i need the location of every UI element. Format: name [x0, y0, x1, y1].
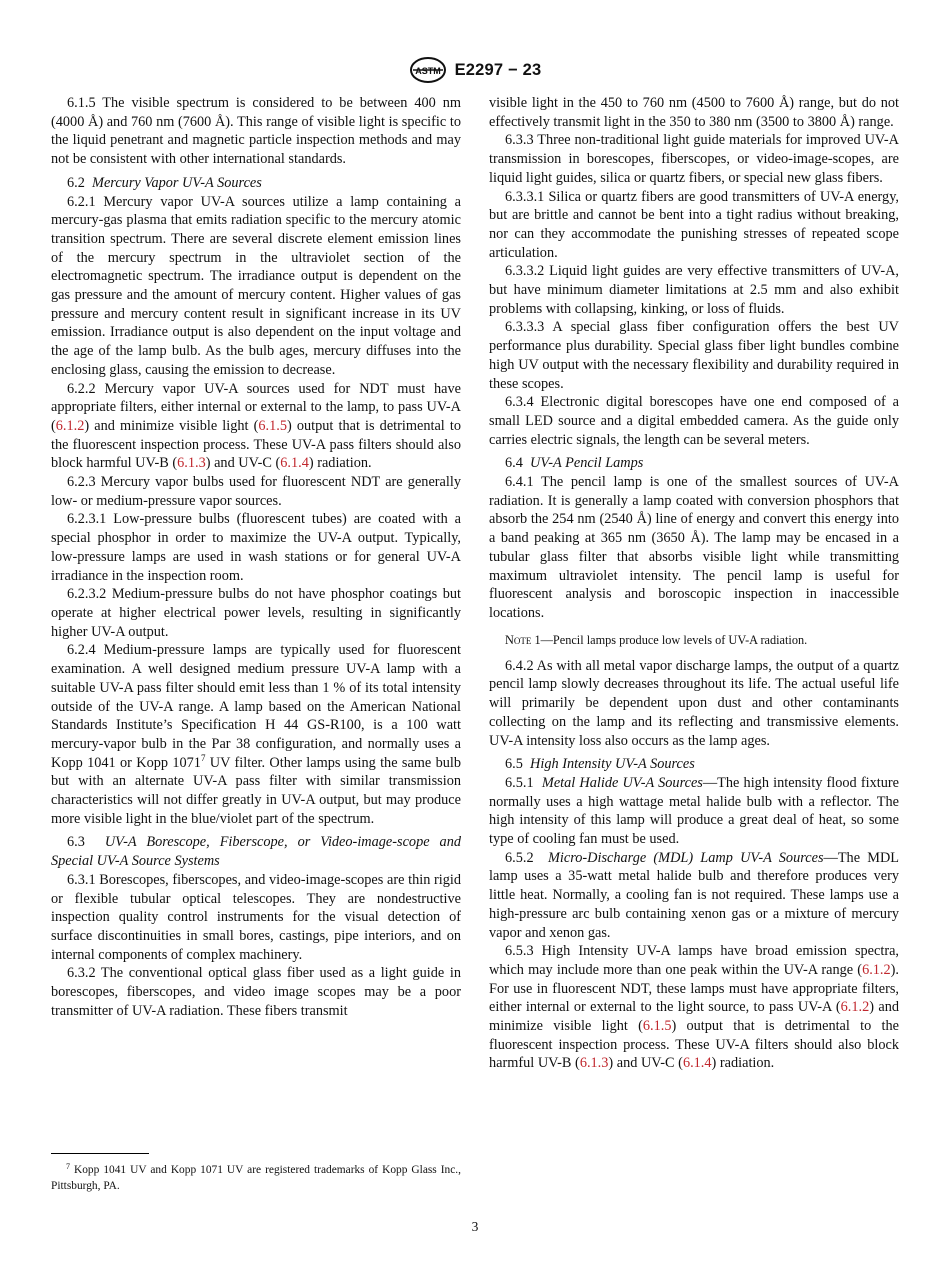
xref-6-1-5[interactable]: 6.1.5 — [258, 417, 287, 434]
footnote-ref-7[interactable]: 7 — [200, 752, 206, 763]
para-6-3-2-cont: visible light in the 450 to 760 nm (4500 to 7600 Å) range, but do not effectively transmit light in the 350 to 380 nm (3500 to 3800 Å) range. — [489, 95, 899, 130]
heading-6-4: 6.4 UV-A Pencil Lamps — [505, 455, 644, 472]
xref-6-1-5[interactable]: 6.1.5 — [642, 1018, 672, 1035]
para-6-2-3: 6.2.3 Mercury vapor bulbs used for fluorescent NDT are generally low- or medium-pressure vapor sources. — [51, 474, 461, 509]
para-6-3-1: 6.3.1 Borescopes, fiberscopes, and video-image-scopes are thin rigid or flexible tubular optical telescopes. They are nondestructive inspection quality control instruments for the visual detection of surface discontinuities in small bores, castings, pipe interiors, and on internal components of complex machinery. — [51, 871, 461, 963]
left-column — [51, 94, 461, 1020]
footnote-7: $^7$ Kopp 1041 UV and Kopp 1071 UV are registered trademarks of Kopp Glass Inc., Pittsburgh, PA. — [51, 1162, 461, 1192]
footnote-divider — [51, 1153, 149, 1154]
page-number: 3 — [471, 1219, 479, 1234]
xref-6-1-2[interactable]: 6.1.2 — [55, 417, 85, 434]
para-6-3-4: 6.3.4 Electronic digital borescopes have one end composed of a small LED source and a digital embedded camera. As the guide only carries electric signals, the length can be several meters. — [489, 394, 899, 448]
para-6-2-4: 6.2.4 Medium-pressure lamps are typically used for fluorescent examination. A well designed medium pressure UV-A lamp with a suitable UV-A pass filter should emit less than 1 % of its total intensity outside of the UV-A range. A lamp based on the American National Standards Institute’s Specification H 44 GS-R100, is a 100 watt mercury-vapor bulb in the Par 38 configuration, and normally uses a Kopp 1041 or Kopp 1071$^7$ UV filter. Other lamps using the same bulb but with an alternate UV-A pass filter with similar transmission characteristics will not differ greatly in UV-A output, but may produce more visible light in the blue/violet part of the spectrum. — [51, 642, 462, 827]
para-6-4-2: 6.4.2 As with all metal vapor discharge lamps, the output of a quartz pencil lamp slowly decreases throughout its life. The actual useful life will primarily be dependent upon dust and other contaminants collecting on the lamp and its reflecting and transmissive elements. UV-A intensity loss also occurs as the lamp ages. — [489, 657, 899, 749]
svg-text:ASTM: ASTM — [414, 66, 441, 76]
para-6-3-3-2: 6.3.3.2 Liquid light guides are very effective transmitters of UV-A, but have minimum diameter limitations at 2.5 mm and also exhibit problems with collapsing, kinking, or loss of fluids. — [489, 263, 899, 317]
para-6-3-3: 6.3.3 Three non-traditional light guide materials for improved UV-A transmission in borescopes, fiberscopes, or video-image-scopes, are liquid light guides, silica or quartz fibers, or special new glass fibers. — [489, 132, 899, 186]
heading-6-3: 6.3 UV-A Borescope, Fiberscope, or Video-image-scope and Special UV-A Source Systems — [51, 834, 461, 870]
para-6-3-3-1: 6.3.3.1 Silica or quartz fibers are good transmitters of UV-A energy, but are brittle and cannot be bent into a tight radius without breaking, nor can they accommodate the punishing stresses of repeated scope articulation. — [489, 188, 899, 261]
page-header — [0, 57, 950, 83]
para-6-3-2-start: 6.3.2 The conventional optical glass fiber used as a light guide in borescopes, fiberscopes, and video image scopes may be a poor transmitter of UV-A radiation. These fibers transmit — [51, 965, 461, 1019]
para-6-2-1: 6.2.1 Mercury vapor UV-A sources utilize a lamp containing a mercury-gas plasma that emits radiation specific to the mercury atomic transition spectrum. There are several discrete element emission lines of the mercury spectrum in the ultraviolet section of the electromagnetic spectrum. The irradiance output is dependent on the gas pressure and the amount of mercury content. Higher values of gas pressure and mercury content result in significant increase in its UV emission. Irradiance output is also dependent on the input voltage and the age of the lamp bulb. As the bulb ages, mercury diffuses into the enclosing glass, causing the emission to decrease. — [51, 193, 461, 378]
para-6-4-1: 6.4.1 The pencil lamp is one of the smallest sources of UV-A radiation. It is generally a lamp coated with conversion phosphors that absorb the 254 nm (2540 Å) line of energy and convert this energy into a band peaking at 365 nm (3650 Å). The lamp may be encased in a tubular glass filter that absorbs visible light while transmitting maximum ultraviolet intensity. The pencil lamp is useful for fluorescent analysis and boroscopic inspection in inaccessible locations. — [489, 474, 899, 621]
para-6-2-3-1: 6.2.3.1 Low-pressure bulbs (fluorescent tubes) are coated with a special phosphor in order to maximize the UV-A output. Typically, low-pressure lamps are used in wash stations or for general UV-A irradiance in the inspection room. — [51, 511, 461, 584]
xref-6-1-3[interactable]: 6.1.3 — [177, 455, 206, 472]
xref-6-1-2[interactable]: 6.1.2 — [840, 999, 870, 1016]
right-column — [489, 94, 899, 1073]
xref-6-1-4[interactable]: 6.1.4 — [280, 455, 309, 472]
para-6-5-2: 6.5.2 Micro-Discharge (MDL) Lamp UV-A Sources—The MDL lamp uses a 35-watt metal halide bulb and therefore produces very little heat. Normally, a cooling fan is not required. These lamps use a high-pressure arc bulb containing xenon gas or a mixture of mercury vapor and xenon gas. — [489, 849, 900, 941]
para-6-5-3: 6.5.3 High Intensity UV-A lamps have broad emission spectra, which may include more than one peak within the UV-A range (6.1.2). For use in fluorescent NDT, these lamps must have appropriate filters, either internal or external to the light source, to pass UV-A (6.1.2) and minimize visible light (6.1.5) output that is detrimental to the fluorescent inspection process. These UV-A filters should also block harmful UV-B (6.1.3) and UV-C (6.1.4) radiation. — [489, 943, 899, 1072]
para-6-2-2: 6.2.2 Mercury vapor UV-A sources used for NDT must have appropriate filters, either internal or external to the lamp, to pass UV-A (6.1.2) and minimize visible light (6.1.5) output that is detrimental to the fluorescent inspection process. These UV-A pass filters should also block harmful UV-B (6.1.3) and UV-C (6.1.4) radiation. — [51, 380, 462, 472]
note-1: Note 1—Pencil lamps produce low levels of UV-A radiation. — [505, 632, 808, 647]
heading-6-5: 6.5 High Intensity UV-A Sources — [505, 756, 695, 773]
xref-6-1-2[interactable]: 6.1.2 — [862, 961, 891, 978]
standard-designation: E2297 − 23 — [454, 60, 542, 79]
xref-6-1-4[interactable]: 6.1.4 — [682, 1055, 712, 1072]
para-6-2-3-2: 6.2.3.2 Medium-pressure bulbs do not have phosphor coatings but operate at higher electrical power levels, resulting in significantly higher UV-A output. — [51, 586, 461, 640]
para-6-5-1: 6.5.1 Metal Halide UV-A Sources—The high intensity flood fixture normally uses a high wattage metal halide bulb with a reflector. The high intensity of this lamp will produce a great deal of heat, so some type of cooling fan must be used. — [489, 774, 899, 848]
xref-6-1-3[interactable]: 6.1.3 — [579, 1055, 609, 1072]
footnote-marker: 7 — [66, 1162, 70, 1171]
para-6-1-5: 6.1.5 The visible spectrum is considered to be between 400 nm (4000 Å) and 760 nm (7600 Å). This range of visible light is specific to the liquid penetrant and magnetic particle inspection methods and may not be consistent with other international standards. — [51, 95, 461, 168]
heading-6-2: 6.2 Mercury Vapor UV-A Sources — [67, 174, 262, 191]
para-6-3-3-3: 6.3.3.3 A special glass fiber configuration offers the best UV performance plus durability. Special glass fiber light bundles combine high UV output with the necessary flexibility and durability required in these scopes. — [489, 319, 899, 392]
astm-logo-icon — [409, 57, 447, 83]
